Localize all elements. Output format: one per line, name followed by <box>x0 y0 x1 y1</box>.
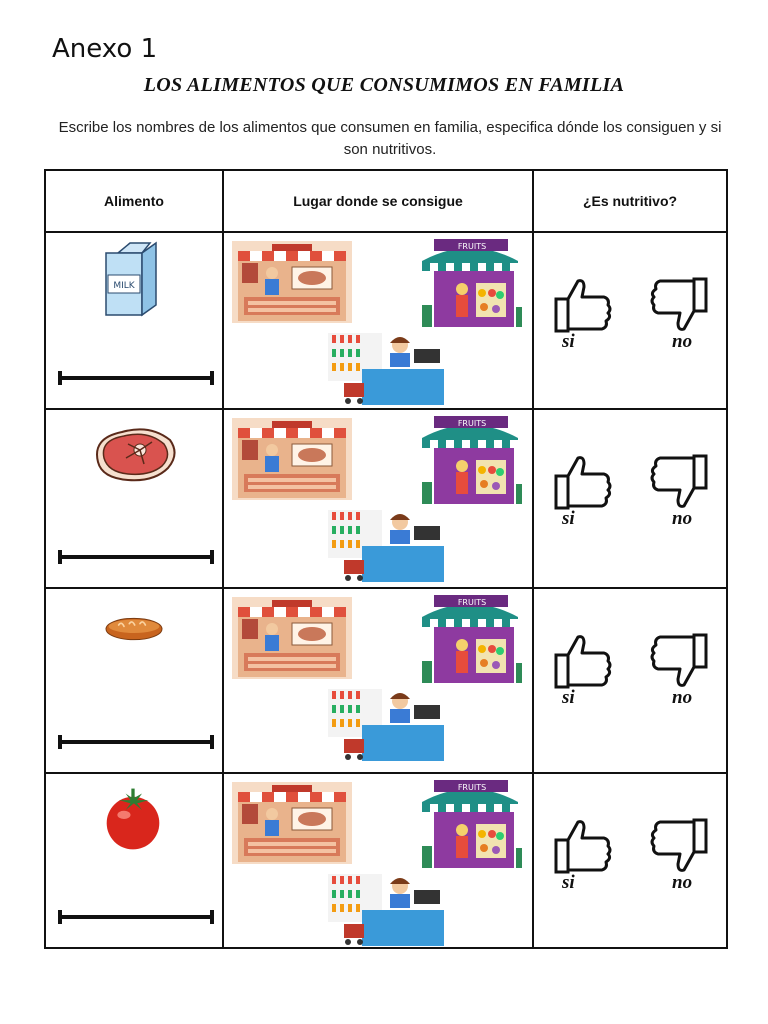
yes-label: si <box>562 872 575 893</box>
thumbs-down-icon[interactable] <box>648 454 708 510</box>
nutritive-cell <box>533 588 727 773</box>
fruit-shop-icon[interactable] <box>418 414 522 506</box>
fruit-sign: FRUITS <box>457 242 487 251</box>
milk-carton-icon <box>90 239 180 329</box>
answer-line[interactable] <box>58 915 214 919</box>
header-alimento: Alimento <box>45 170 223 232</box>
thumbs-down-icon[interactable] <box>648 277 708 333</box>
places-cell <box>223 232 533 409</box>
fruit-shop-icon[interactable] <box>418 237 522 329</box>
yes-label: si <box>562 331 575 352</box>
answer-line[interactable] <box>58 740 214 744</box>
tomato-icon <box>96 782 170 856</box>
header-lugar: Lugar donde se consigue <box>223 170 533 232</box>
fruit-sign: FRUITS <box>457 598 487 607</box>
table-header-row <box>45 170 727 232</box>
steak-icon <box>80 416 186 506</box>
nutritive-cell <box>533 773 727 948</box>
bread-icon <box>86 609 182 669</box>
milk-label: MILK <box>113 281 135 291</box>
annex-label: Anexo 1 <box>52 34 158 64</box>
food-cell <box>45 232 223 409</box>
yes-label: si <box>562 508 575 529</box>
header-nutritivo: ¿Es nutritivo? <box>533 170 727 232</box>
supermarket-icon[interactable] <box>328 870 444 946</box>
fruit-sign: FRUITS <box>457 783 487 792</box>
butcher-shop-icon[interactable] <box>232 782 352 864</box>
food-cell <box>45 588 223 773</box>
no-label: no <box>672 331 693 352</box>
instructions: Escribe los nombres de los alimentos que consumen en familia, especifica dónde los consiguen y si son nutritivos. <box>58 119 722 158</box>
thumbs-up-icon[interactable] <box>554 818 614 874</box>
table-row <box>45 232 727 409</box>
table-row <box>45 588 727 773</box>
places-cell <box>223 773 533 948</box>
no-label: no <box>672 687 693 708</box>
fruit-sign: FRUITS <box>457 419 487 428</box>
nutritive-cell <box>533 409 727 588</box>
yes-label: si <box>562 687 575 708</box>
supermarket-icon[interactable] <box>328 329 444 405</box>
thumbs-up-icon[interactable] <box>554 633 614 689</box>
thumbs-up-icon[interactable] <box>554 277 614 333</box>
fruit-shop-icon[interactable] <box>418 593 522 685</box>
answer-line[interactable] <box>58 376 214 380</box>
nutritive-cell <box>533 232 727 409</box>
food-cell <box>45 409 223 588</box>
places-cell <box>223 588 533 773</box>
butcher-shop-icon[interactable] <box>232 241 352 323</box>
worksheet-title: LOS ALIMENTOS QUE CONSUMIMOS EN FAMILIA <box>143 74 625 96</box>
no-label: no <box>672 872 693 893</box>
table-row <box>45 773 727 948</box>
thumbs-up-icon[interactable] <box>554 454 614 510</box>
places-cell <box>223 409 533 588</box>
fruit-shop-icon[interactable] <box>418 778 522 870</box>
thumbs-down-icon[interactable] <box>648 818 708 874</box>
butcher-shop-icon[interactable] <box>232 597 352 679</box>
butcher-shop-icon[interactable] <box>232 418 352 500</box>
supermarket-icon[interactable] <box>328 685 444 761</box>
thumbs-down-icon[interactable] <box>648 633 708 689</box>
food-table <box>44 169 728 949</box>
table-row <box>45 409 727 588</box>
supermarket-icon[interactable] <box>328 506 444 582</box>
food-cell <box>45 773 223 948</box>
answer-line[interactable] <box>58 555 214 559</box>
no-label: no <box>672 508 693 529</box>
